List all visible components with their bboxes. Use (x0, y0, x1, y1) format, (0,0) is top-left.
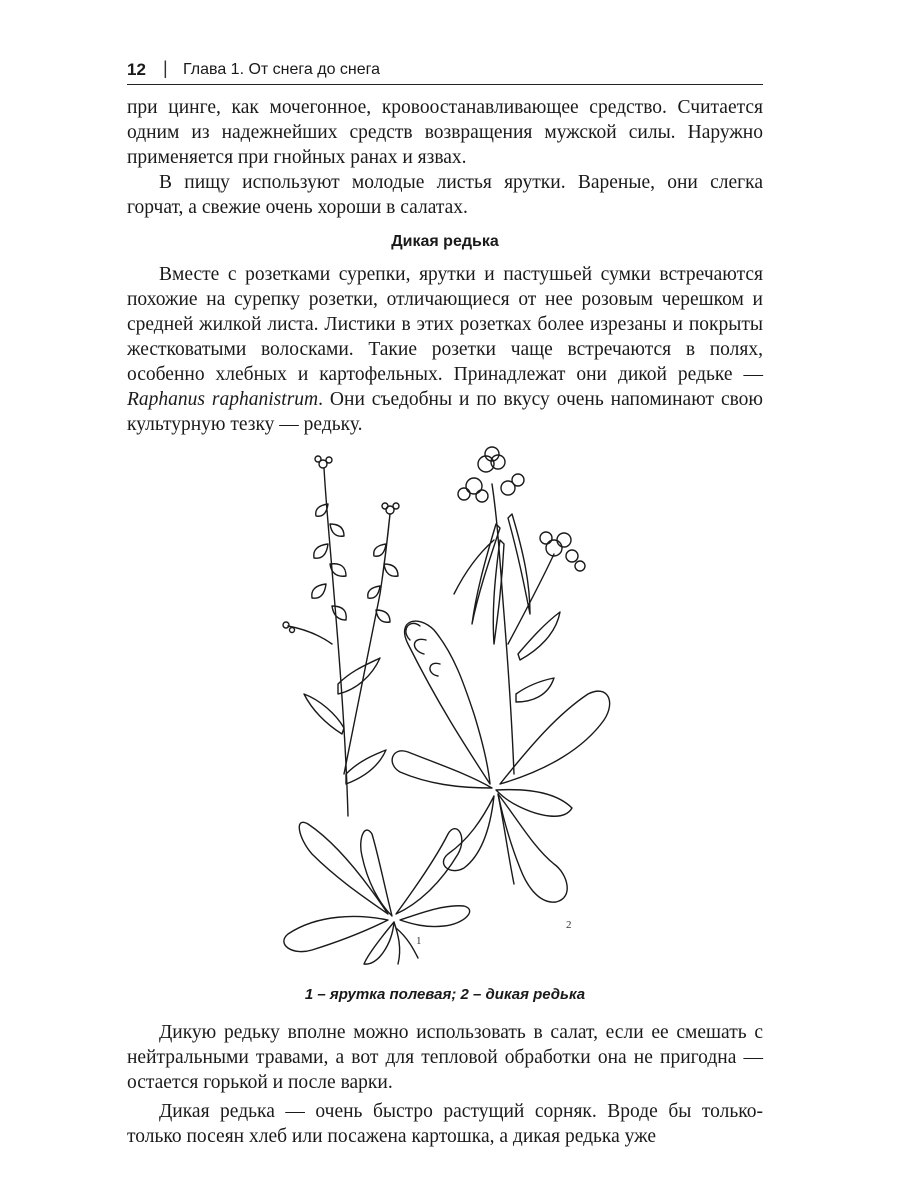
figure-label-2: 2 (566, 919, 572, 931)
pennycress-drawing (283, 456, 470, 964)
intro-text (127, 95, 763, 220)
figure-label-1: 1 (416, 935, 422, 947)
page-number: 12 (127, 60, 146, 79)
plant-illustration (268, 444, 624, 968)
post-figure-text (127, 1020, 763, 1149)
section-heading: Дикая редька (391, 233, 499, 250)
paragraph: В пищу используют молодые листья ярутки. Вареные, они слегка горчат, а свежие очень хороши в салатах. (127, 172, 763, 218)
wild-radish-drawing (392, 447, 609, 902)
chapter-title: Глава 1. От снега до снега (183, 61, 381, 78)
section-text (127, 262, 763, 437)
running-header (127, 58, 763, 85)
header-separator: | (163, 58, 168, 78)
paragraph: Вместе с розетками сурепки, ярутки и пастушьей сумки встречаются похожие на сурепку розетки, отличающиеся от нее розовым черешком и средней жилкой листа. Листики в этих розетках более изрезаны и покрыты жестковатыми волосками. Такие розетки чаще встречаются в полях, особенно хлебных и картофельных. Принадлежат они дикой редьке — Raphanus raphanistrum. Они съедобны и по вкусу очень напоминают свою культурную тезку — редьку. (127, 264, 764, 435)
paragraph: Дикая редька — очень быстро растущий сорняк. Вроде бы только-только посеян хлеб или посажена картошка, а дикая редька уже (127, 1101, 763, 1147)
paragraph: при цинге, как мочегонное, кровоостанавливающее средство. Считается одним из надежнейших средств возвращения мужской силы. Наружно применяется при гнойных ранах и язвах. (127, 97, 763, 168)
figure-caption: 1 – ярутка полевая; 2 – дикая редька (304, 986, 586, 1003)
latin-name: Raphanus raphanistrum (127, 389, 319, 410)
paragraph: Дикую редьку вполне можно использовать в салат, если ее смешать с нейтральными травами, а вот для тепловой обработки она не пригодна — остается горькой и после варки. (127, 1022, 763, 1093)
